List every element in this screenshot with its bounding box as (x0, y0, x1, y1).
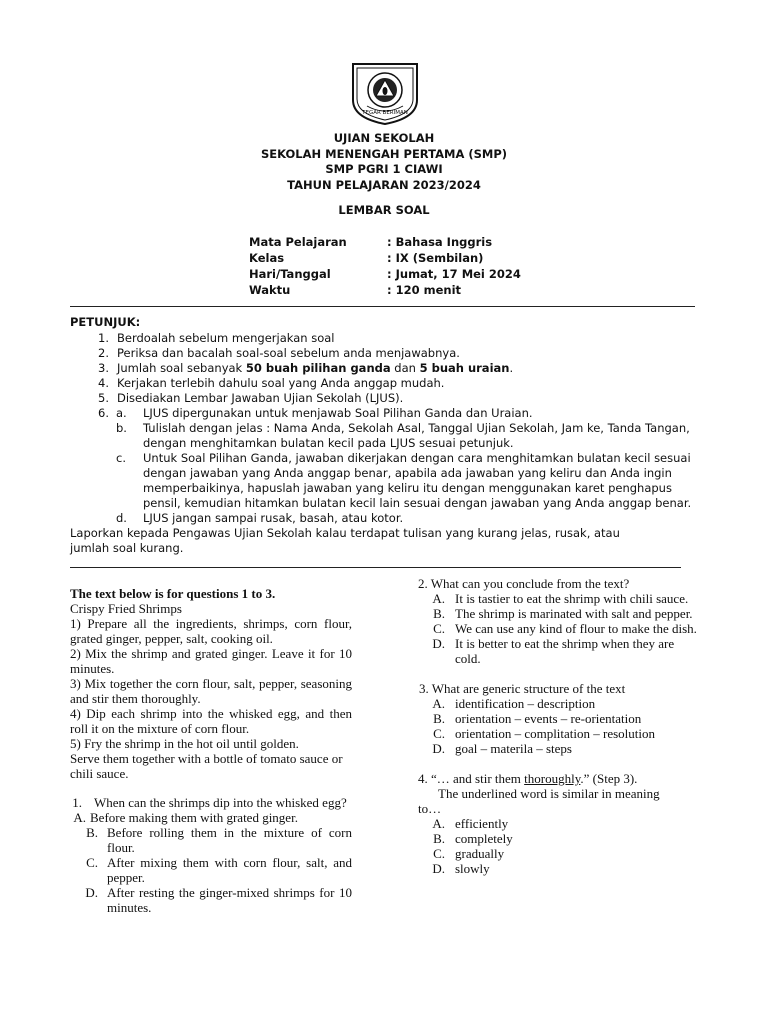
recipe-step: 2) Mix the shrimp and grated ginger. Leave it for 10 minutes. (70, 646, 352, 676)
info-value: : IX (Sembilan) (387, 251, 484, 265)
question-4-line: to… (418, 801, 442, 816)
option-letter: D. (432, 636, 445, 651)
q3-option-c[interactable] (418, 726, 700, 741)
instruction-text (117, 361, 513, 376)
question-2-stem: 2. What can you conclude from the text? (418, 576, 630, 591)
sub-instruction-text: LJUS dipergunakan untuk menjawab Soal Pilihan Ganda dan Uraian. (143, 406, 533, 420)
option-letter: B. (433, 711, 445, 726)
recipe-step: 4) Dip each shrimp into the whisked egg, and then roll it on the mixture of corn flour. (70, 706, 352, 736)
header-line: UJIAN SEKOLAH (333, 131, 435, 145)
option-letter: B. (86, 825, 98, 840)
recipe-title: Crispy Fried Shrimps (70, 601, 182, 616)
sub-item-letter: c. (116, 451, 126, 465)
option-letter: B. (433, 606, 445, 621)
info-label: Kelas (249, 251, 285, 265)
school-logo-icon (351, 60, 419, 126)
logo-motto: TEGAR BERIMAN (362, 110, 408, 116)
q4-option-a[interactable] (418, 816, 700, 831)
item-number: 5. (98, 391, 109, 405)
text-run: Jumlah soal sebanyak (117, 361, 246, 375)
option-text: efficiently (455, 816, 509, 831)
option-text: goal – materila – steps (455, 741, 572, 756)
option-text: After mixing them with corn flour, salt, and pepper. (107, 855, 352, 885)
right-column (418, 576, 700, 876)
divider (70, 567, 681, 568)
q2-option-d[interactable] (418, 636, 700, 666)
option-text: It is tastier to eat the shrimp with chili sauce. (455, 591, 689, 606)
option-letter: D. (85, 885, 98, 900)
instruction-text: Berdoalah sebelum mengerjakan soal (117, 331, 335, 345)
question-4-line: The underlined word is similar in meaning (438, 786, 660, 801)
header-line: SMP PGRI 1 CIAWI (325, 162, 443, 176)
item-number: 1. (98, 331, 109, 345)
info-value: : Bahasa Inggris (387, 235, 493, 249)
q1-option-b[interactable] (70, 825, 352, 855)
q4-option-b[interactable] (418, 831, 700, 846)
option-letter: D. (432, 861, 445, 876)
option-text: identification – description (455, 696, 596, 711)
text-run: . (509, 361, 514, 375)
item-number: 6. (98, 406, 109, 420)
q3-option-a[interactable] (418, 696, 700, 711)
q1-option-a[interactable] (70, 810, 352, 825)
option-letter: B. (433, 831, 445, 846)
q4-option-c[interactable] (418, 846, 700, 861)
option-letter: D. (432, 741, 445, 756)
q4-option-d[interactable] (418, 861, 700, 876)
sub-instruction-text: Untuk Soal Pilihan Ganda, jawaban dikerjakan dengan cara menghitamkan bulatan kecil sesuai dengan jawaban yang Anda anggap benar, apabila ada jawaban yang keliru dan Anda ingin memperbaikinya, hapuslah jawaban yang keliru itu dengan menggunakan karet penghapus pensil, kemudian hitamkan bulatan kecil lain sesuai dengan jawaban yang Anda anggap benar. (143, 451, 692, 510)
item-number: 2. (98, 346, 109, 360)
recipe-step: 3) Mix together the corn flour, salt, pepper, seasoning and stir them thoroughly. (70, 676, 352, 706)
question-4-stem (418, 771, 700, 786)
header-line: SEKOLAH MENENGAH PERTAMA (SMP) (260, 146, 508, 161)
info-label: Waktu (249, 283, 291, 297)
option-text: gradually (455, 846, 505, 861)
option-text: The shrimp is marinated with salt and pepper. (455, 606, 693, 621)
bold-text: 50 buah pilihan ganda (245, 361, 391, 375)
instructions-title: PETUNJUK: (70, 315, 141, 329)
header-line: TAHUN PELAJARAN 2023/2024 (287, 177, 481, 192)
instructions (70, 315, 700, 556)
question-stem: When can the shrimps dip into the whisked egg? (94, 795, 347, 810)
reading-intro: The text below is for questions 1 to 3. (70, 586, 276, 601)
question-number: 1. (72, 795, 82, 810)
sub-item-letter: b. (116, 421, 127, 435)
q2-option-c[interactable] (418, 621, 700, 636)
q1-option-d[interactable] (70, 885, 352, 915)
q2-option-a[interactable] (418, 591, 700, 606)
option-text: We can use any kind of flour to make the dish. (455, 621, 697, 636)
q3-option-d[interactable] (418, 741, 700, 756)
instruction-text: Kerjakan terlebih dahulu soal yang Anda anggap mudah. (117, 376, 445, 390)
option-text: orientation – events – re-orientation (455, 711, 642, 726)
question-1 (70, 795, 352, 810)
option-letter: A. (432, 696, 445, 711)
info-label: Mata Pelajaran (249, 235, 347, 249)
option-text: It is better to eat the shrimp when they are cold. (455, 636, 675, 666)
exam-header (0, 131, 768, 193)
item-number: 4. (98, 376, 109, 390)
divider (70, 306, 695, 307)
report-note: jumlah soal kurang. (70, 541, 184, 555)
recipe-step: 1) Prepare all the ingredients, shrimps, corn flour, grated ginger, pepper, salt, cooking oil. (70, 616, 352, 646)
report-note: Laporkan kepada Pengawas Ujian Sekolah kalau terdapat tulisan yang kurang jelas, rusak, atau (70, 526, 620, 540)
option-letter: C. (433, 726, 445, 741)
option-letter: A. (432, 816, 445, 831)
bold-text: 5 buah uraian (419, 361, 510, 375)
option-text: Before rolling them in the mixture of corn flour. (107, 825, 352, 855)
sub-instruction-text: LJUS jangan sampai rusak, basah, atau kotor. (143, 511, 404, 525)
text-run: .” (Step 3). (580, 771, 638, 786)
recipe-step: 5) Fry the shrimp in the hot oil until golden. (70, 736, 299, 751)
sub-instruction-text: Tulislah dengan jelas : Nama Anda, Sekolah Asal, Tanggal Ujian Sekolah, Jam ke, Tanda Tangan, dengan menghitamkan bulatan kecil pada LJUS sesuai petunjuk. (143, 421, 690, 450)
text-run: dan (390, 361, 420, 375)
q1-option-c[interactable] (70, 855, 352, 885)
sub-item-letter: d. (116, 511, 127, 525)
underlined-word: thoroughly (524, 771, 581, 786)
option-text: completely (455, 831, 513, 846)
text-run: 4. “… and stir them (418, 771, 525, 786)
sub-item-letter: a. (116, 406, 127, 420)
question-3-stem: 3. What are generic structure of the text (419, 681, 626, 696)
option-letter: C. (86, 855, 98, 870)
instruction-text: Disediakan Lembar Jawaban Ujian Sekolah (LJUS). (117, 391, 404, 405)
q3-option-b[interactable] (418, 711, 700, 726)
option-letter: A. (432, 591, 445, 606)
q2-option-b[interactable] (418, 606, 700, 621)
option-letter: C. (433, 846, 445, 861)
info-value: : Jumat, 17 Mei 2024 (387, 267, 521, 281)
exam-info (249, 234, 521, 298)
instruction-text: Periksa dan bacalah soal-soal sebelum anda menjawabnya. (117, 346, 460, 360)
recipe-serve: Serve them together with a bottle of tomato sauce or chili sauce. (70, 751, 343, 781)
option-letter: A. (73, 810, 86, 825)
option-text: Before making them with grated ginger. (90, 810, 298, 825)
doc-title: LEMBAR SOAL (338, 203, 430, 217)
option-text: slowly (455, 861, 490, 876)
option-text: After resting the ginger-mixed shrimps for 10 minutes. (107, 885, 352, 915)
info-label: Hari/Tanggal (249, 267, 331, 281)
info-value: : 120 menit (387, 283, 462, 297)
option-letter: C. (433, 621, 445, 636)
item-number: 3. (98, 361, 109, 375)
option-text: orientation – complitation – resolution (455, 726, 656, 741)
left-column (70, 586, 352, 915)
